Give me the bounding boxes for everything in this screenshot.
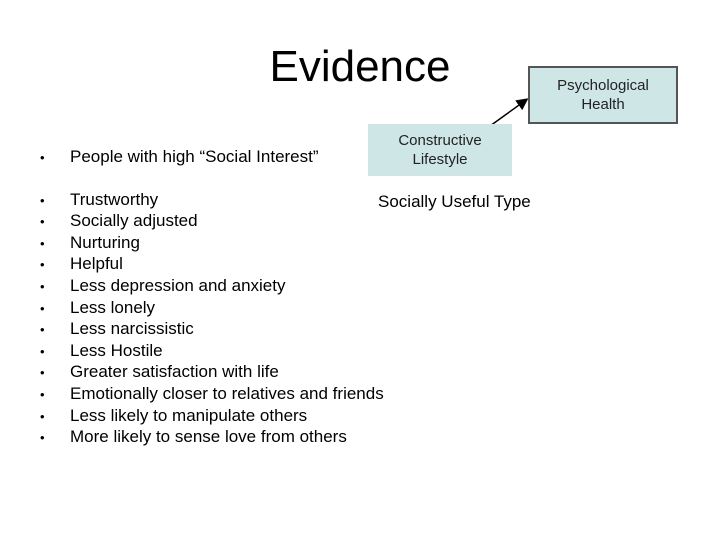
- bullet-list: [40, 146, 384, 448]
- bullet-dot: •: [40, 408, 45, 424]
- list-item-text: Less narcissistic: [70, 319, 194, 339]
- list-item: [40, 426, 384, 448]
- bullet-dot: •: [40, 257, 45, 273]
- bullet-dot: •: [40, 192, 45, 208]
- list-item: [40, 189, 384, 211]
- bullet-dot: •: [40, 235, 45, 251]
- list-item: [40, 340, 384, 362]
- intro-bullet: [40, 146, 384, 168]
- bullet-dot: •: [40, 150, 45, 165]
- psychological-health-label: Psychological Health: [557, 77, 649, 113]
- bullet-dot: •: [40, 343, 45, 359]
- list-item-text: Less depression and anxiety: [70, 275, 286, 295]
- arrow-line: [490, 100, 526, 126]
- bullet-dot: •: [40, 430, 45, 446]
- list-item-text: More likely to sense love from others: [70, 427, 347, 447]
- list-item-text: Emotionally closer to relatives and friends: [70, 383, 384, 403]
- list-item-text: Nurturing: [70, 232, 140, 252]
- bullet-dot: •: [40, 278, 45, 294]
- psychological-health-box: [528, 66, 678, 124]
- constructive-lifestyle-box: [368, 124, 512, 176]
- socially-useful-type-label: Socially Useful Type: [378, 192, 531, 211]
- list-item-text: Less Hostile: [70, 340, 163, 360]
- bullet-dot: •: [40, 214, 45, 230]
- list-item-text: Trustworthy: [70, 189, 159, 209]
- list-item-text: Greater satisfaction with life: [70, 362, 279, 382]
- list-item-text: Helpful: [70, 254, 123, 274]
- constructive-lifestyle-label: Constructive Lifestyle: [398, 132, 482, 168]
- bullet-dot: •: [40, 322, 45, 338]
- bullet-dot: •: [40, 300, 45, 316]
- list-item: [40, 232, 384, 254]
- list-item: [40, 253, 384, 275]
- list-item: [40, 275, 384, 297]
- slide-title: Evidence: [269, 42, 451, 91]
- list-item: [40, 361, 384, 383]
- list-item: [40, 405, 384, 427]
- bullet-dot: •: [40, 386, 45, 402]
- intro-text: People with high “Social Interest”: [70, 147, 319, 166]
- list-item-text: Less likely to manipulate others: [70, 405, 308, 425]
- list-item: [40, 210, 384, 232]
- list-item-text: Socially adjusted: [70, 211, 198, 231]
- list-item: [40, 383, 384, 405]
- list-item: [40, 318, 384, 340]
- bullet-dot: •: [40, 365, 45, 381]
- list-item: [40, 297, 384, 319]
- list-item-text: Less lonely: [70, 297, 156, 317]
